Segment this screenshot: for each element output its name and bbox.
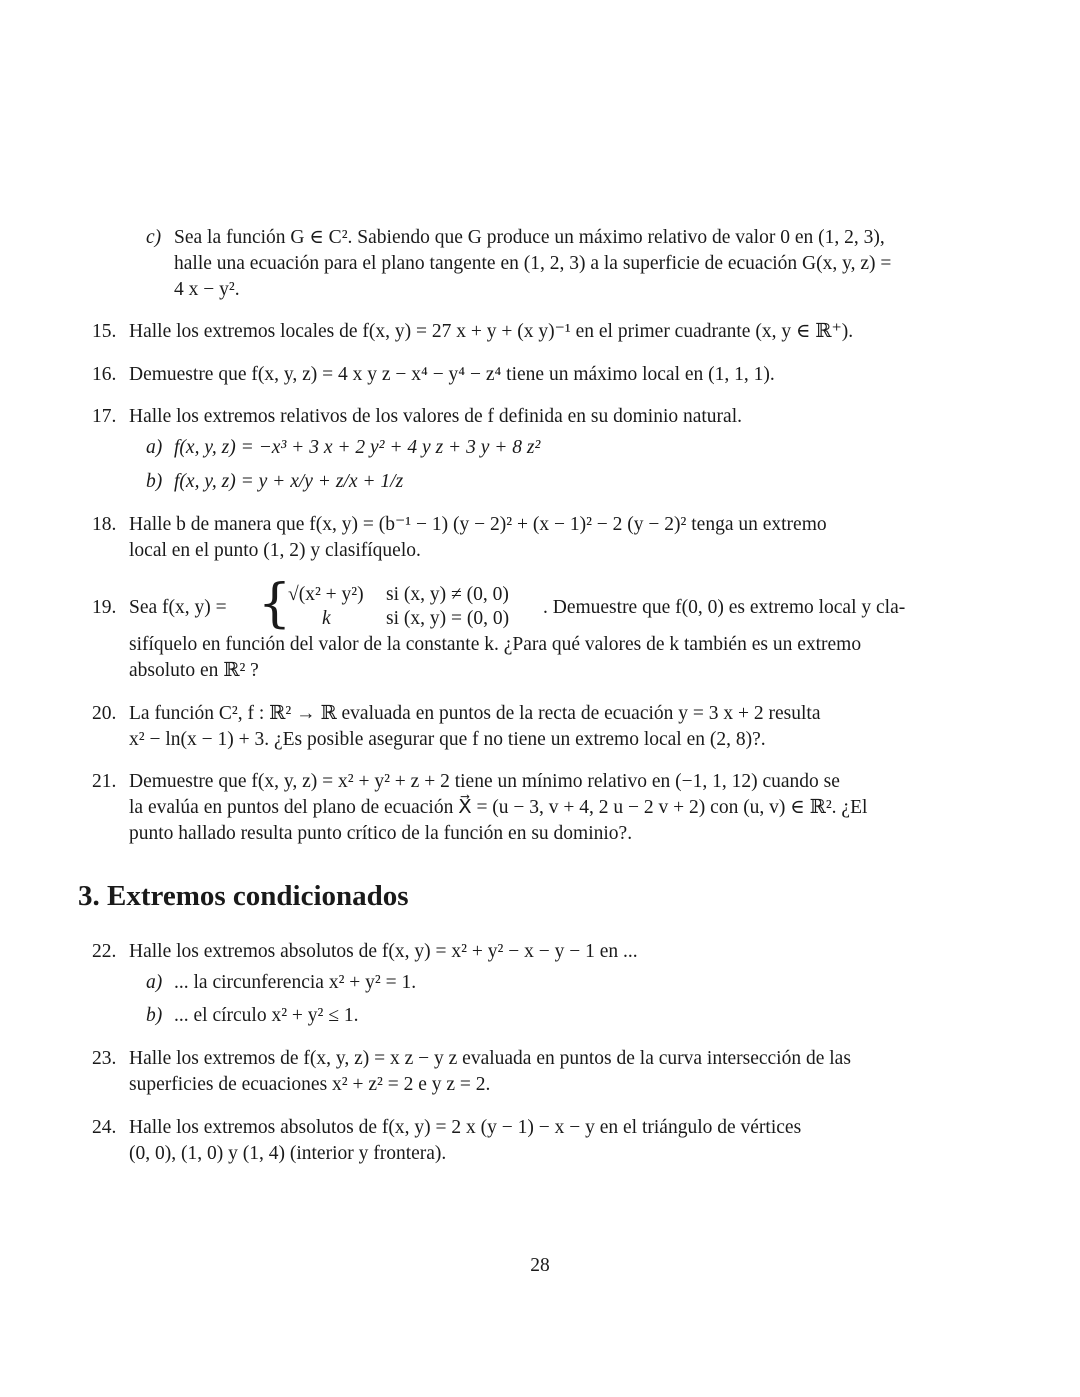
piecewise-case-1-condition: si (x, y) ≠ (0, 0) <box>386 584 509 605</box>
problem-22-b-label: b) <box>146 1005 163 1026</box>
section-heading: 3. Extremos condicionados <box>78 880 409 912</box>
problem-22-a-label: a) <box>146 972 163 993</box>
problem-20-line-2: x² − ln(x − 1) + 3. ¿Es posible asegurar que f no tiene un extremo local en (2, 8)?. <box>129 729 766 750</box>
problem-17-a-text: f(x, y, z) = −x³ + 3 x + 2 y² + 4 y z + 3 y + 8 z² <box>174 437 541 458</box>
page-number: 28 <box>530 1255 550 1276</box>
problem-16-text: Demuestre que f(x, y, z) = 4 x y z − x⁴ − y⁴ − z⁴ tiene un máximo local en (1, 1, 1). <box>129 364 775 385</box>
problem-19-number: 19. <box>92 597 117 618</box>
problem-24-number: 24. <box>92 1117 117 1138</box>
problem-18-line-1: Halle b de manera que f(x, y) = (b⁻¹ − 1) (y − 2)² + (x − 1)² − 2 (y − 2)² tenga un extremo <box>129 514 827 535</box>
problem-19-line-2: sifíquelo en función del valor de la constante k. ¿Para qué valores de k también es un extremo <box>129 634 862 655</box>
problem-20-line-1: La función C², f : ℝ² → ℝ evaluada en puntos de la recta de ecuación y = 3 x + 2 resulta <box>129 703 821 724</box>
item-c-line-2: halle una ecuación para el plano tangente en (1, 2, 3) a la superficie de ecuación G(x, y, z) = <box>174 253 892 274</box>
problem-23-line-2: superficies de ecuaciones x² + z² = 2 e y z = 2. <box>129 1074 491 1095</box>
problem-23-number: 23. <box>92 1048 117 1069</box>
problem-21-number: 21. <box>92 771 117 792</box>
piecewise-case-2-expression: k <box>322 608 331 629</box>
problem-20-number: 20. <box>92 703 117 724</box>
problem-21-line-3: punto hallado resulta punto crítico de la función en su dominio?. <box>129 823 633 844</box>
piecewise-brace: { <box>258 574 292 634</box>
problem-17-a-label: a) <box>146 437 163 458</box>
problem-23-line-1: Halle los extremos de f(x, y, z) = x z − y z evaluada en puntos de la curva intersección de las <box>129 1048 851 1069</box>
item-c-line-1: Sea la función G ∈ C². Sabiendo que G produce un máximo relativo de valor 0 en (1, 2, 3), <box>174 227 885 248</box>
problem-19-sea: Sea f(x, y) = <box>129 597 227 618</box>
problem-22-a-text: ... la circunferencia x² + y² = 1. <box>174 972 417 993</box>
item-c-label: c) <box>146 227 162 248</box>
problem-15-text: Halle los extremos locales de f(x, y) = 27 x + y + (x y)⁻¹ en el primer cuadrante (x, y ∈ ℝ⁺). <box>129 321 854 342</box>
problem-24-line-2: (0, 0), (1, 0) y (1, 4) (interior y frontera). <box>129 1143 447 1164</box>
problem-19-line-3: absoluto en ℝ² ? <box>129 660 259 681</box>
problem-22-text: Halle los extremos absolutos de f(x, y) = x² + y² − x − y − 1 en ... <box>129 941 638 962</box>
item-c-line-3: 4 x − y². <box>174 279 240 300</box>
problem-24-line-1: Halle los extremos absolutos de f(x, y) = 2 x (y − 1) − x − y en el triángulo de vértices <box>129 1117 802 1138</box>
problem-21-line-2: la evalúa en puntos del plano de ecuación X⃗ = (u − 3, v + 4, 2 u − 2 v + 2) con (u, v) ∈ ℝ². ¿El <box>129 797 868 818</box>
piecewise-case-1-expression: √(x² + y²) <box>288 584 364 605</box>
problem-17-b-text: f(x, y, z) = y + x/y + z/x + 1/z <box>174 471 404 492</box>
problem-18-line-2: local en el punto (1, 2) y clasifíquelo. <box>129 540 421 561</box>
problem-21-line-1: Demuestre que f(x, y, z) = x² + y² + z + 2 tiene un mínimo relativo en (−1, 1, 12) cuando se <box>129 771 840 792</box>
problem-15-number: 15. <box>92 321 117 342</box>
problem-17-text: Halle los extremos relativos de los valores de f definida en su dominio natural. <box>129 406 743 427</box>
problem-19-line-1-tail: . Demuestre que f(0, 0) es extremo local y cla- <box>543 597 906 618</box>
piecewise-case-2-condition: si (x, y) = (0, 0) <box>386 608 510 629</box>
problem-16-number: 16. <box>92 364 117 385</box>
problem-17-b-label: b) <box>146 471 163 492</box>
problem-22-b-text: ... el círculo x² + y² ≤ 1. <box>174 1005 359 1026</box>
problem-17-number: 17. <box>92 406 117 427</box>
problem-22-number: 22. <box>92 941 117 962</box>
problem-18-number: 18. <box>92 514 117 535</box>
